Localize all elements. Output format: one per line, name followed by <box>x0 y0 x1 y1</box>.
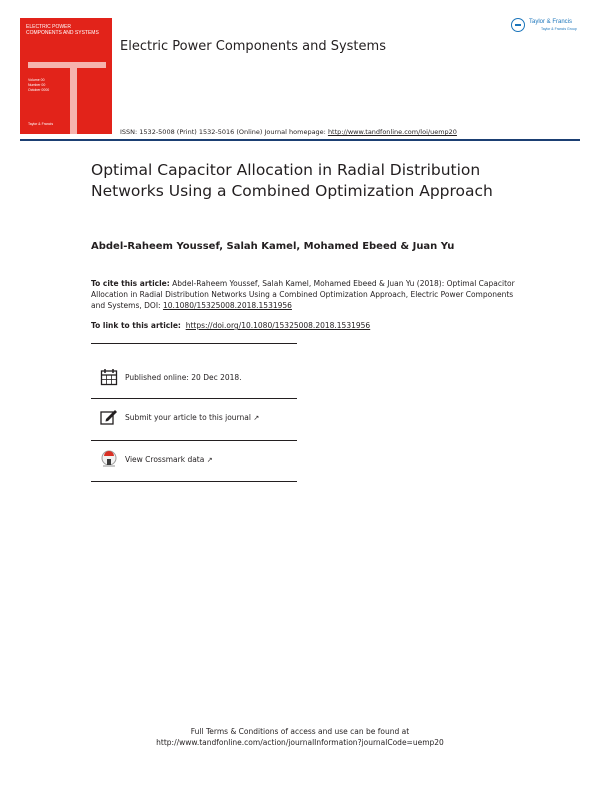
article-authors: Abdel-Raheem Youssef, Salah Kamel, Mohamed Ebeed & Juan Yu <box>91 241 455 252</box>
citation-doi-link[interactable]: 10.1080/15325008.2018.1531956 <box>162 301 292 310</box>
cover-title-line1: ELECTRIC POWER <box>26 24 72 30</box>
published-online-row <box>100 368 300 388</box>
cover-brand: Taylor & Francis <box>28 122 54 126</box>
citation-block <box>91 278 521 311</box>
cover-bar <box>28 62 106 68</box>
article-link-line <box>91 321 370 330</box>
submit-article-link[interactable] <box>125 413 259 422</box>
footer-url[interactable]: http://www.tandfonline.com/action/journalInformation?journalCode=uemp20 <box>156 738 444 747</box>
publisher-name: Taylor & Francis <box>529 19 573 25</box>
publisher-logo <box>511 18 585 36</box>
publisher-logo-icon <box>511 18 525 32</box>
published-online-text: Published online: 20 Dec 2018. <box>125 373 242 382</box>
cover-stem <box>70 68 77 134</box>
journal-homepage-link[interactable]: http://www.tandfonline.com/loi/uemp20 <box>327 128 457 136</box>
article-link-label: To link to this article: <box>91 321 181 330</box>
edit-icon <box>100 408 118 426</box>
cover-volume-line1: Volume 00 <box>28 78 45 82</box>
cover-volume <box>28 78 49 93</box>
terms-footer <box>0 726 600 748</box>
divider-rule <box>91 343 297 344</box>
issn-text: ISSN: 1532-5008 (Print) 1532-5016 (Online) Journal homepage: <box>120 128 328 136</box>
cover-volume-line2: Number 00 <box>28 83 46 87</box>
cover-title <box>26 24 99 36</box>
article-title: Optimal Capacitor Allocation in Radial Distribution Networks Using a Combined Optimization Approach <box>91 161 493 200</box>
issn-line <box>120 128 457 136</box>
publisher-subtitle: Taylor & Francis Group <box>541 27 577 31</box>
journal-title: Electric Power Components and Systems <box>120 39 386 54</box>
journal-cover-image <box>20 18 112 134</box>
divider-rule <box>91 398 297 399</box>
crossmark-row[interactable] <box>100 450 300 470</box>
submit-article-label: Submit your article to this journal <box>125 413 251 422</box>
cover-title-line2: COMPONENTS AND SYSTEMS <box>26 30 99 36</box>
submit-article-row[interactable] <box>100 408 300 428</box>
article-doi-link[interactable]: https://doi.org/10.1080/15325008.2018.1531956 <box>185 321 371 330</box>
crossmark-label: View Crossmark data <box>125 455 205 464</box>
crossmark-link[interactable] <box>125 455 213 464</box>
citation-label: To cite this article: <box>91 279 170 288</box>
citation-text: Abdel-Raheem Youssef, Salah Kamel, Mohamed Ebeed & Juan Yu (2018): Optimal Capacitor Allocation in Radial Distribution Networks Using a Combined Optimization Approach, Electric Power Components and Systems, DOI: <box>91 279 515 310</box>
header-rule <box>20 139 580 141</box>
calendar-icon <box>100 368 118 386</box>
footer-line1: Full Terms & Conditions of access and use can be found at <box>190 727 410 736</box>
cover-volume-line3: October 0000 <box>28 88 50 92</box>
external-link-icon: ↗ <box>253 414 260 422</box>
crossmark-icon <box>100 450 118 468</box>
divider-rule <box>91 440 297 441</box>
divider-rule <box>91 481 297 482</box>
external-link-icon: ↗ <box>206 456 213 464</box>
